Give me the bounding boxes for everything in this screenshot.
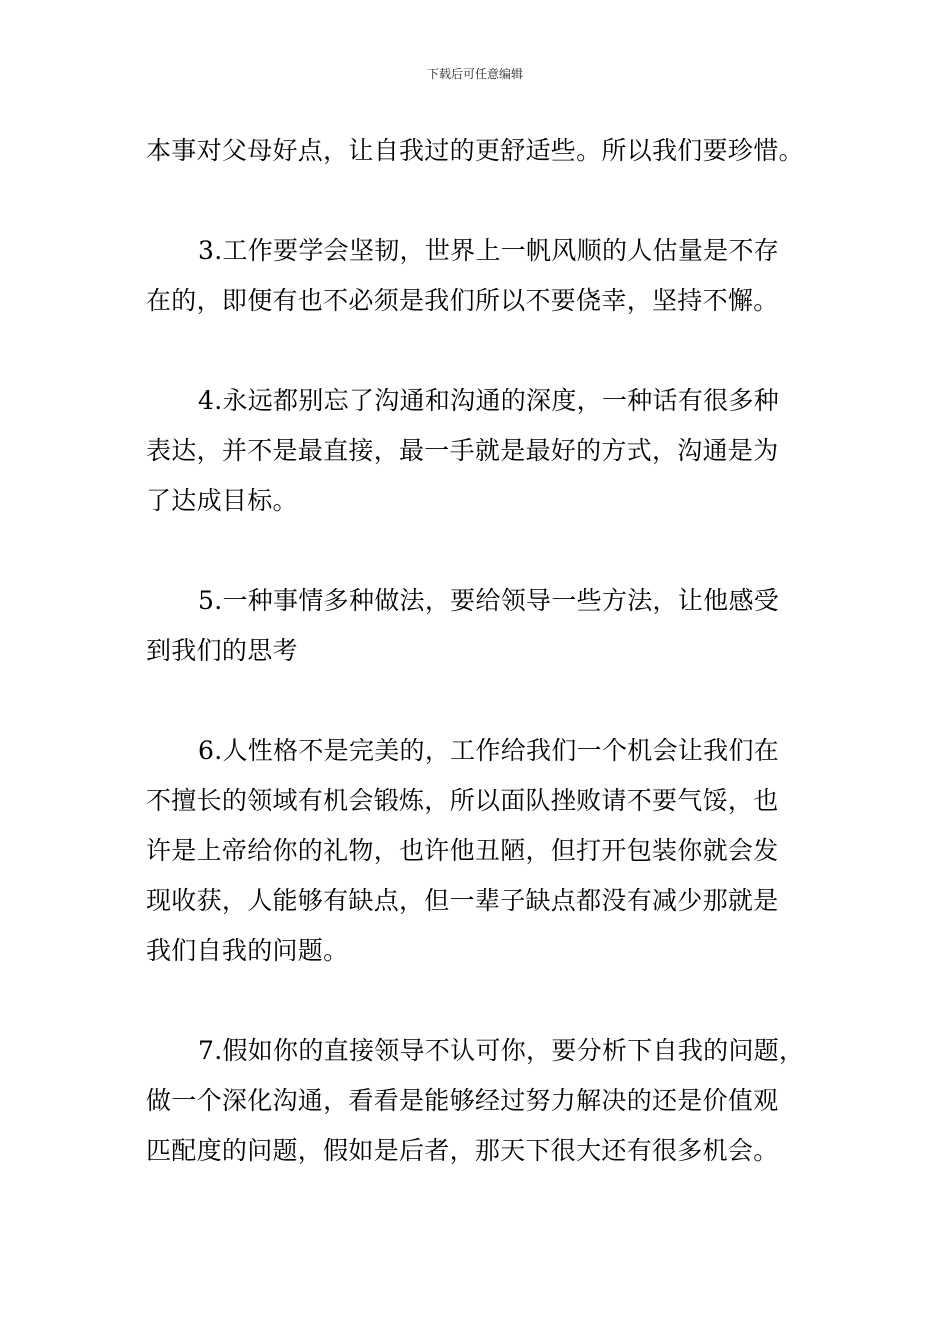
text-line: 6.人性格不是完美的，工作给我们一个机会让我们在 [198, 736, 780, 765]
paragraph-continuation [146, 126, 836, 176]
text-line: 了达成目标。 [146, 486, 298, 515]
document-body [146, 126, 836, 1176]
text-line: 匹配度的问题，假如是后者，那天下很大还有很多机会。 [146, 1136, 779, 1165]
text-line: 做一个深化沟通，看看是能够经过努力解决的还是价值观 [146, 1086, 779, 1115]
paragraph-item-7 [146, 1026, 836, 1176]
text-line: 表达，并不是最直接，最一手就是最好的方式，沟通是为 [146, 436, 779, 465]
text-line: 本事对父母好点，让自我过的更舒适些。所以我们要珍惜。 [146, 136, 804, 165]
paragraph-item-6 [146, 726, 836, 976]
header-note: 下载后可任意编辑 [426, 67, 523, 81]
paragraph-item-5 [146, 576, 836, 676]
text-line: 3.工作要学会坚韧，世界上一帆风顺的人估量是不存 [198, 236, 780, 265]
text-line: 现收获，人能够有缺点，但一辈子缺点都没有减少那就是 [146, 886, 779, 915]
text-line: 我们自我的问题。 [146, 936, 349, 965]
text-line: 不擅长的领域有机会锻炼，所以面队挫败请不要气馁，也 [146, 786, 779, 815]
text-line: 4.永远都别忘了沟通和沟通的深度，一种话有很多种 [198, 386, 780, 415]
text-line: 到我们的思考 [146, 636, 298, 665]
text-line: 5.一种事情多种做法，要给领导一些方法，让他感受 [198, 586, 780, 615]
paragraph-item-4 [146, 376, 836, 526]
text-line: 许是上帝给你的礼物，也许他丑陋，但打开包装你就会发 [146, 836, 779, 865]
paragraph-item-3 [146, 226, 836, 326]
text-line: 在的，即便有也不必须是我们所以不要侥幸，坚持不懈。 [146, 286, 779, 315]
text-line: 7.假如你的直接领导不认可你，要分析下自我的问题， [198, 1036, 805, 1065]
